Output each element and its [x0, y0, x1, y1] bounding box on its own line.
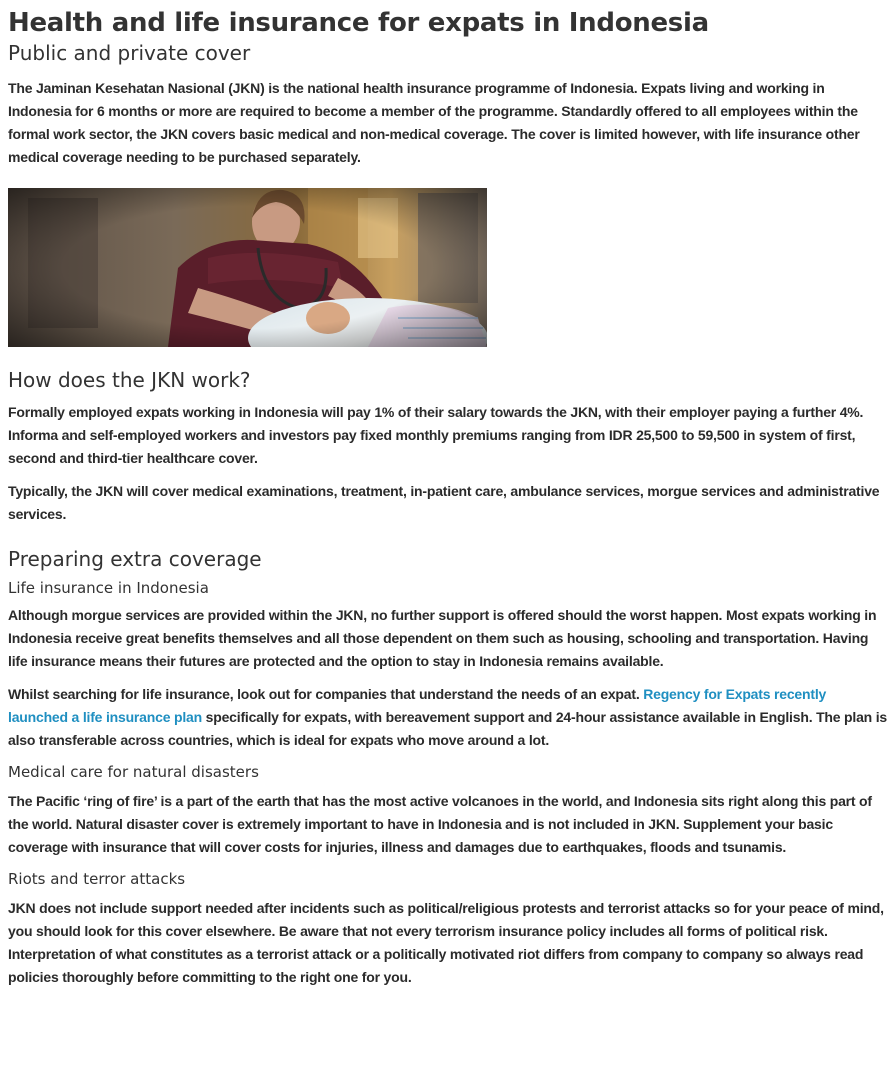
page-title: Health and life insurance for expats in Indonesia [8, 8, 709, 38]
life-insurance-paragraph-2 [8, 683, 888, 752]
riots-terror-paragraph: JKN does not include support needed after incidents such as political/religious protests and terrorist attacks so for your peace of mind, you should look for this cover elsewhere. Be aware that not every terrorism insurance policy includes all forms of political risk. Interpretation of what constitutes as a terrorist attack or a politically motivated riot differs from company to company so always read policies thoroughly before committing to the right one for you. [8, 900, 884, 985]
intro-paragraph: The Jaminan Kesehatan Nasional (JKN) is the national health insurance programme of Indonesia. Expats living and working in Indonesia for 6 months or more are required to become a member of the programme. Standardly offered to all employees within the formal work sector, the JKN covers basic medical and non-medical coverage. The cover is limited however, with life insurance other medical coverage needing to be purchased separately. [8, 80, 860, 165]
life-insurance-text-before-link: Whilst searching for life insurance, look out for companies that understand the needs of an expat. [8, 686, 644, 702]
natural-disasters-paragraph: The Pacific ‘ring of fire’ is a part of the earth that has the most active volcanoes in the world, and Indonesia sits right along this part of the world. Natural disaster cover is extremely important to have in Indonesia and is not included in JKN. Supplement your basic coverage with insurance that will cover costs for injuries, illness and damages due to earthquakes, floods and tsunamis. [8, 793, 872, 855]
regency-life-insurance-link[interactable]: Regency for Expats recently launched a life insurance plan [8, 686, 827, 725]
how-jkn-paragraph-1: Formally employed expats working in Indonesia will pay 1% of their salary towards the JKN, with their employer paying a further 4%. Informa and self-employed workers and investors pay fixed monthly premiums ranging from IDR 25,500 to 59,500 in system of first, second and third-tier healthcare cover. [8, 404, 864, 466]
page-subtitle: Public and private cover [8, 41, 251, 65]
photo-illustration [8, 188, 487, 347]
section-heading-extra-coverage: Preparing extra coverage [8, 547, 262, 571]
life-insurance-text-after-link: specifically for expats, with bereavement support and 24-hour assistance available in English. The plan is also transferable across countries, which is ideal for expats who move around a lot. [8, 709, 887, 748]
how-jkn-paragraph-2: Typically, the JKN will cover medical examinations, treatment, in-patient care, ambulance services, morgue services and administrative services. [8, 483, 880, 522]
subheading-natural-disasters: Medical care for natural disasters [8, 763, 259, 781]
subheading-riots-terror: Riots and terror attacks [8, 870, 186, 888]
life-insurance-paragraph-1: Although morgue services are provided within the JKN, no further support is offered should the worst happen. Most expats working in Indonesia receive great benefits themselves and all those dependent on them such as housing, schooling and transportation. Having life insurance means their futures are protected and the option to stay in Indonesia remains available. [8, 607, 877, 669]
subheading-life-insurance: Life insurance in Indonesia [8, 579, 209, 597]
section-heading-how-jkn-works: How does the JKN work? [8, 368, 251, 392]
nurse-with-newborn-photo [8, 188, 487, 347]
